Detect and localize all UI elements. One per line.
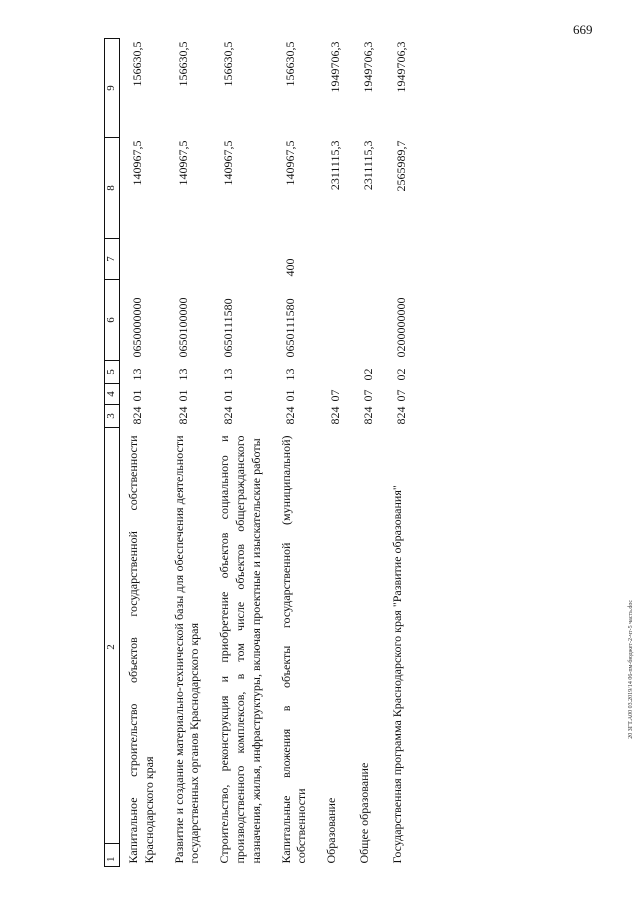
cell-y1: 140967,5 [130, 140, 144, 186]
table-row [351, 39, 384, 867]
cell-cs: 0650111580 [282, 298, 297, 358]
table-header [105, 39, 120, 867]
cell-vr [211, 239, 272, 280]
header-col-5: 5 [105, 361, 120, 384]
header-col-8: 8 [105, 138, 120, 239]
cell-name: Государственная программа Краснодарского края "Развитие образования" [390, 485, 405, 864]
header-col-4: 4 [105, 384, 120, 405]
cell-gr: 824 [361, 406, 376, 425]
cell-rz: 07 [328, 389, 343, 402]
rotated-table-container [104, 41, 561, 867]
cell-y1: 140967,5 [282, 140, 297, 186]
cell-gr: 824 [130, 406, 144, 425]
cell-vr [318, 239, 351, 280]
cell-y2: 1949706,3 [394, 41, 409, 93]
cell-name: Капитальные вложения в объекты государственной (муниципальной) собственности [278, 435, 309, 864]
cell-cs: 0650100000 [175, 297, 190, 358]
table-row [120, 39, 166, 867]
cell-y1: 2311115,3 [361, 140, 376, 191]
cell-y1: 140967,5 [175, 140, 190, 186]
cell-vr [120, 239, 166, 280]
cell-vr [384, 239, 417, 280]
cell-pr: 13 [130, 368, 144, 381]
cell-vr: 400 [282, 258, 297, 277]
table-row [318, 39, 351, 867]
cell-gr: 824 [394, 406, 409, 425]
cell-name: Образование [324, 797, 339, 864]
cell-gr: 824 [282, 406, 297, 425]
header-col-1: 1 [105, 856, 117, 862]
cell-y2: 1949706,3 [361, 41, 376, 93]
header-col-3: 3 [105, 405, 120, 428]
cell-gr: 824 [221, 406, 236, 425]
header-col-9: 9 [105, 39, 120, 138]
header-col-6: 6 [105, 280, 120, 361]
cell-rz: 01 [282, 389, 297, 402]
cell-rz: 01 [130, 389, 144, 402]
cell-rz: 07 [361, 389, 376, 402]
budget-table [104, 38, 417, 867]
cell-gr: 824 [328, 406, 343, 425]
cell-name: Развитие и создание материально-технической базы для обеспечения деятельности государственных органов Краснодарского края [171, 435, 202, 864]
header-col-7: 7 [105, 239, 120, 280]
cell-pr: 02 [394, 368, 409, 381]
cell-cs: 0650111580 [221, 298, 236, 358]
cell-rz: 01 [175, 389, 190, 402]
table-body [120, 39, 418, 867]
cell-rz: 07 [394, 389, 409, 402]
page-number: 669 [573, 22, 593, 37]
cell-y2: 156630,5 [175, 41, 190, 87]
table-row [384, 39, 417, 867]
cell-y2: 156630,5 [221, 41, 236, 87]
cell-vr [166, 239, 212, 280]
cell-name: Строительство, реконструкция и приобретение объектов социального и производственного комплексов, в том числе объектов общегражданского назначения, жилья, инфраструктуры, включая проектные и изыскательские работы [217, 435, 263, 864]
table-row [166, 39, 212, 867]
header-col-2 [105, 428, 120, 867]
cell-y1: 2311115,3 [328, 140, 343, 191]
header-label-2: 2 [105, 644, 117, 650]
cell-y2: 156630,5 [130, 41, 144, 87]
cell-cs [351, 280, 384, 361]
cell-cs: 0650000000 [130, 297, 144, 358]
cell-pr: 13 [282, 368, 297, 381]
cell-gr: 824 [175, 406, 190, 425]
header-separator [104, 843, 120, 844]
cell-name: Общее образование [357, 762, 372, 864]
table-row [211, 39, 272, 867]
footer-path: 20 ЗГТ.А00 03.2019/14 06-пм-бюджет-2-чт-5 часть.doc [628, 600, 634, 739]
table-row [273, 39, 319, 867]
cell-pr: 13 [221, 368, 236, 381]
cell-vr [351, 239, 384, 280]
cell-y1: 2565989,7 [394, 140, 409, 192]
cell-pr: 13 [175, 368, 190, 381]
cell-y1: 140967,5 [221, 140, 236, 186]
cell-name: Капитальное строительство объектов государственной собственности Краснодарского края [126, 435, 156, 864]
cell-pr: 02 [361, 368, 376, 381]
cell-cs [318, 280, 351, 361]
cell-y2: 156630,5 [282, 41, 297, 87]
cell-pr [318, 361, 351, 384]
cell-y2: 1949706,3 [328, 41, 343, 93]
cell-cs: 0200000000 [394, 297, 409, 358]
cell-rz: 01 [221, 389, 236, 402]
